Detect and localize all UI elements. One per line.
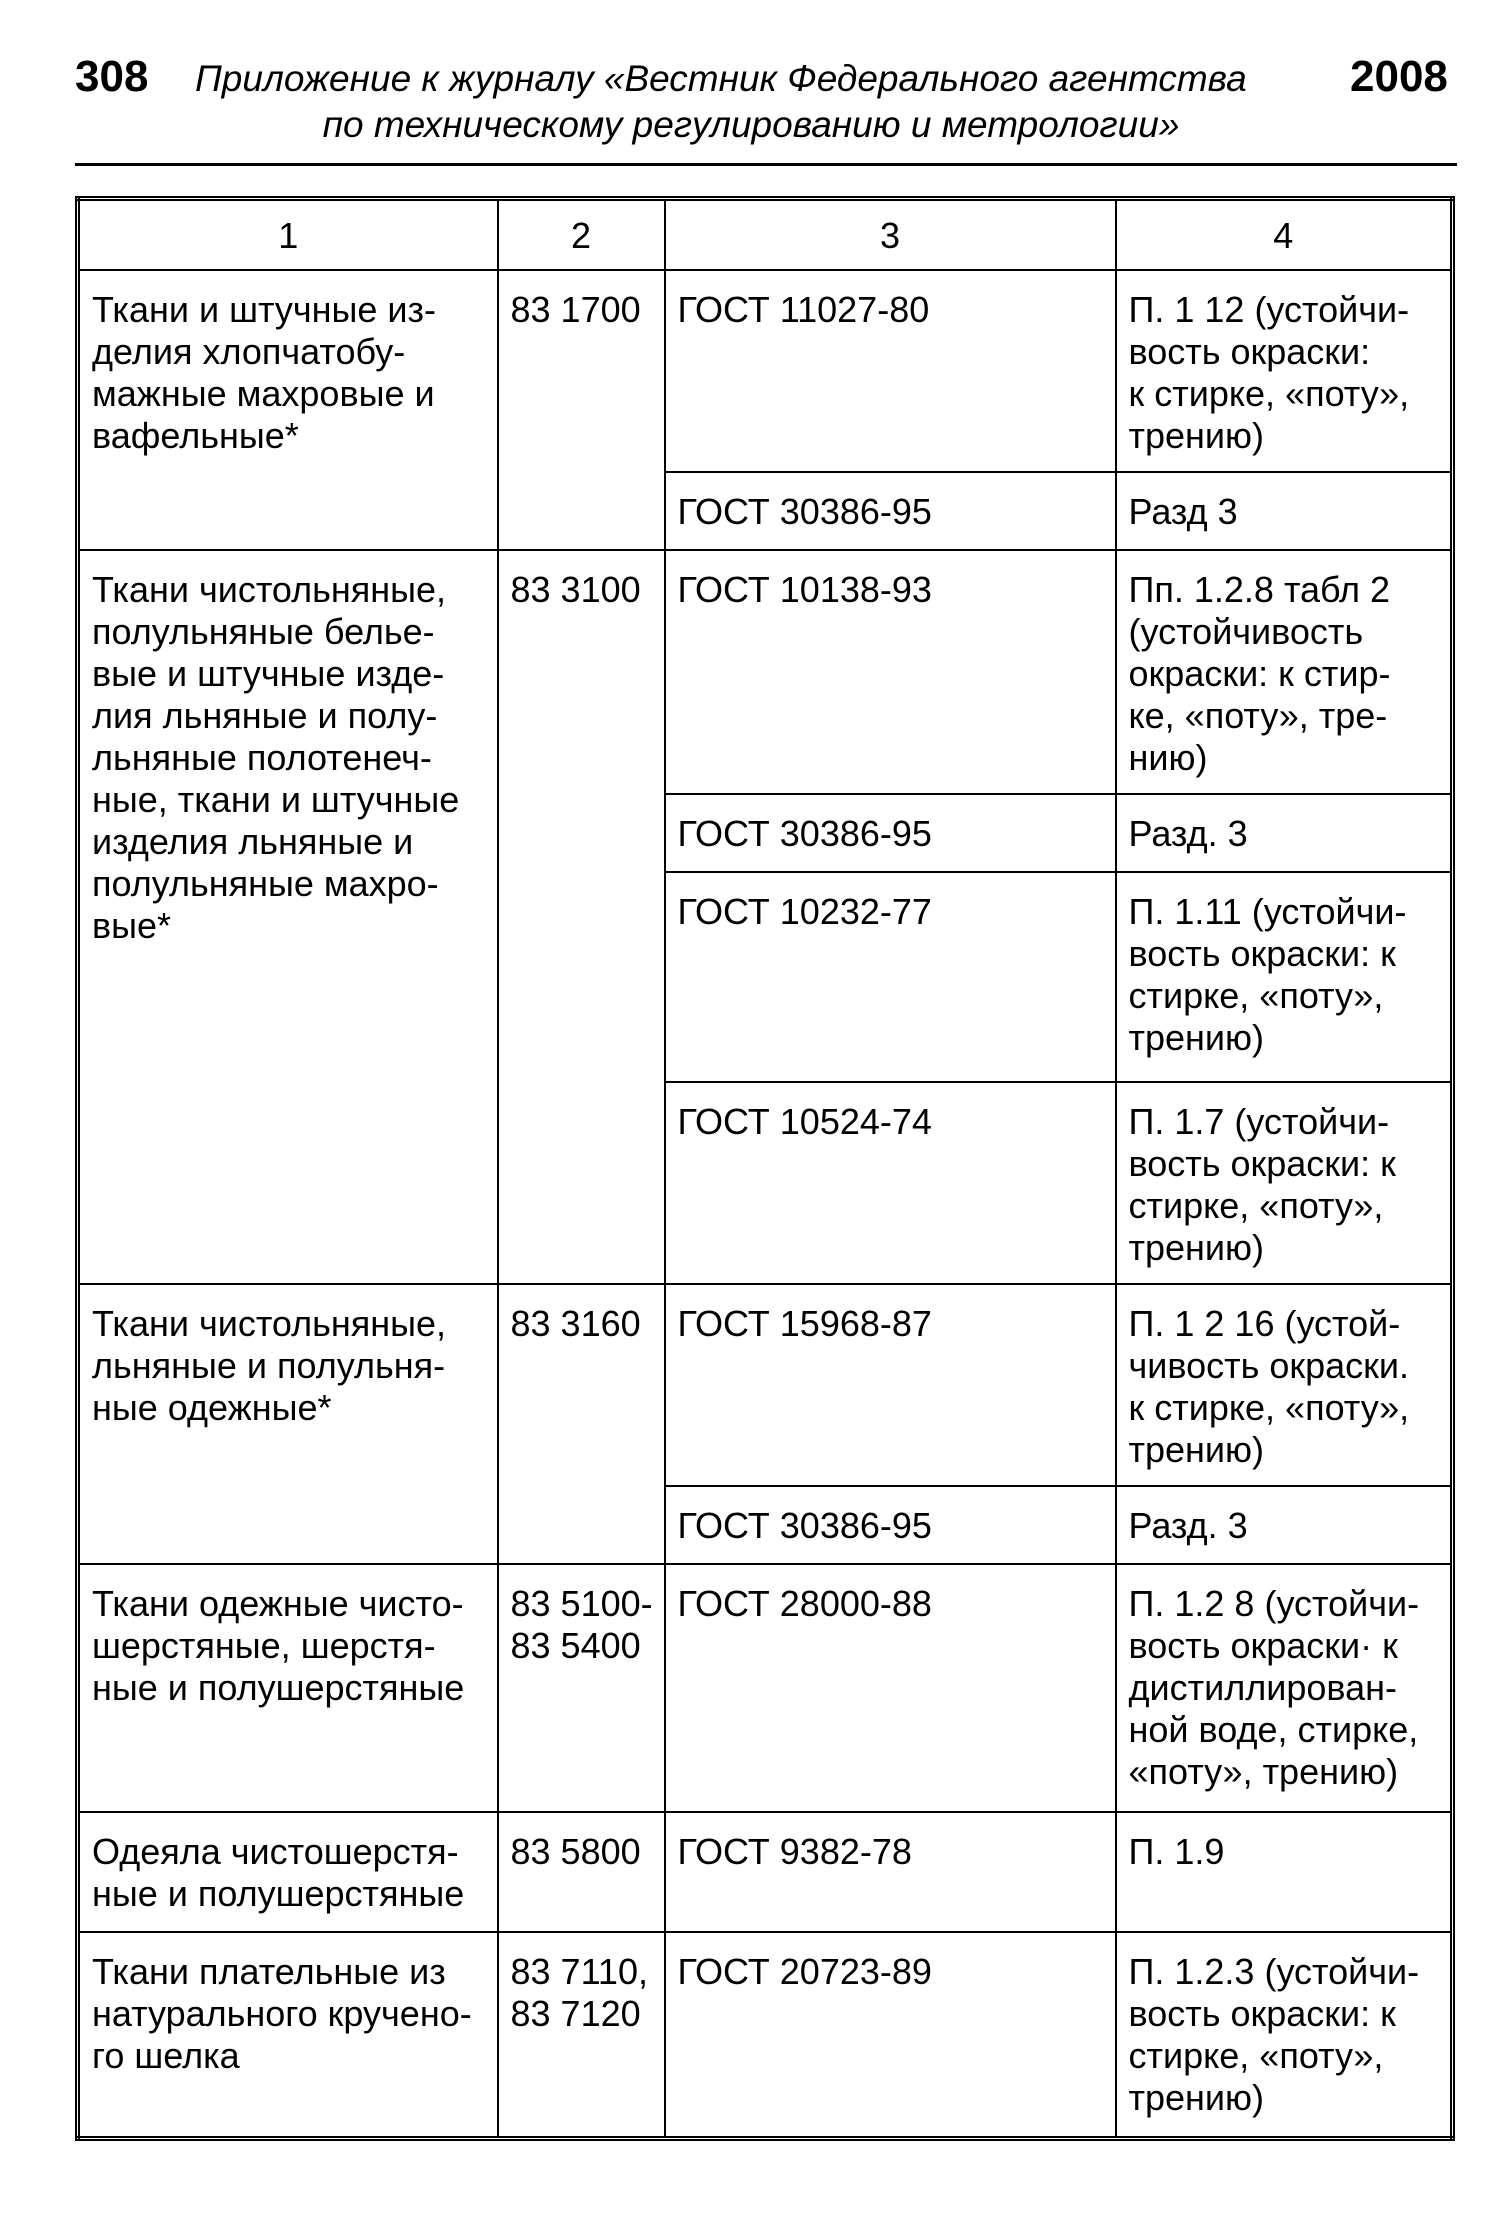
page-number: 308 <box>75 52 149 101</box>
code-cell: 83 3160 <box>498 1284 665 1564</box>
standard-cell: ГОСТ 30386-95 <box>665 472 1116 550</box>
code-cell: 83 3100 <box>498 550 665 1284</box>
standard-cell: ГОСТ 10524-74 <box>665 1082 1116 1284</box>
product-cell: Ткани плательные из натурального кручено- го шелка <box>78 1932 498 2138</box>
column-header: 1 <box>78 199 498 271</box>
product-cell: Ткани одежные чисто- шерстяные, шерстя- ные и полушерстяные <box>78 1564 498 1812</box>
clause-cell: Разд. 3 <box>1116 1486 1453 1564</box>
standards-table <box>75 196 1455 2141</box>
product-cell: Одеяла чистошерстя- ные и полушерстяные <box>78 1812 498 1932</box>
clause-cell: П. 1.9 <box>1116 1812 1453 1932</box>
standard-cell: ГОСТ 11027-80 <box>665 270 1116 472</box>
clause-cell: П. 1 12 (устойчи- вость окраски: к стирке, «поту», трению) <box>1116 270 1453 472</box>
standard-cell: ГОСТ 20723-89 <box>665 1932 1116 2138</box>
clause-cell: П. 1 2 16 (устой- чивость окраски. к стирке, «поту», трению) <box>1116 1284 1453 1486</box>
clause-cell: П. 1.2.3 (устойчи- вость окраски: к стирке, «поту», трению) <box>1116 1932 1453 2138</box>
clause-cell: Пп. 1.2.8 табл 2 (устойчивость окраски: к стир- ке, «поту», тре- нию) <box>1116 550 1453 794</box>
product-cell: Ткани чистольняные, полульняные белье- вые и штучные изде- лия льняные и полу- льняные полотенеч- ные, ткани и штучные изделия льняные и полульняные махро- вые* <box>78 550 498 1284</box>
standard-cell: ГОСТ 10138-93 <box>665 550 1116 794</box>
column-header: 2 <box>498 199 665 271</box>
table-row <box>78 1812 1453 1932</box>
code-cell: 83 5100- 83 5400 <box>498 1564 665 1812</box>
journal-title-line2: по техническому регулированию и метрологии» <box>322 104 1180 145</box>
table-row <box>78 550 1453 794</box>
clause-cell: П. 1.2 8 (устойчи- вость окраски· к дистиллирован- ной воде, стирке, «поту», трению) <box>1116 1564 1453 1812</box>
product-cell: Ткани и штучные из- делия хлопчатобу- мажные махровые и вафельные* <box>78 270 498 550</box>
table-row <box>78 270 1453 472</box>
year: 2008 <box>1350 52 1448 101</box>
standard-cell: ГОСТ 10232-77 <box>665 872 1116 1082</box>
table-row <box>78 1284 1453 1486</box>
clause-cell: Разд. 3 <box>1116 794 1453 872</box>
clause-cell: П. 1.11 (устойчи- вость окраски: к стирке, «поту», трению) <box>1116 872 1453 1082</box>
standard-cell: ГОСТ 15968-87 <box>665 1284 1116 1486</box>
table-row <box>78 1932 1453 2138</box>
standard-cell: ГОСТ 30386-95 <box>665 794 1116 872</box>
clause-cell: Разд 3 <box>1116 472 1453 550</box>
header-rule <box>75 163 1457 166</box>
code-cell: 83 7110, 83 7120 <box>498 1932 665 2138</box>
column-header: 3 <box>665 199 1116 271</box>
code-cell: 83 5800 <box>498 1812 665 1932</box>
table-header-row <box>78 199 1453 271</box>
product-cell: Ткани чистольняные, льняные и полульня- ные одежные* <box>78 1284 498 1564</box>
standard-cell: ГОСТ 30386-95 <box>665 1486 1116 1564</box>
journal-title-line1: Приложение к журналу «Вестник Федерального агентства <box>195 58 1247 99</box>
column-header: 4 <box>1116 199 1453 271</box>
page-header <box>0 0 1502 160</box>
code-cell: 83 1700 <box>498 270 665 550</box>
standard-cell: ГОСТ 9382-78 <box>665 1812 1116 1932</box>
standard-cell: ГОСТ 28000-88 <box>665 1564 1116 1812</box>
table-row <box>78 1564 1453 1812</box>
clause-cell: П. 1.7 (устойчи- вость окраски: к стирке, «поту», трению) <box>1116 1082 1453 1284</box>
